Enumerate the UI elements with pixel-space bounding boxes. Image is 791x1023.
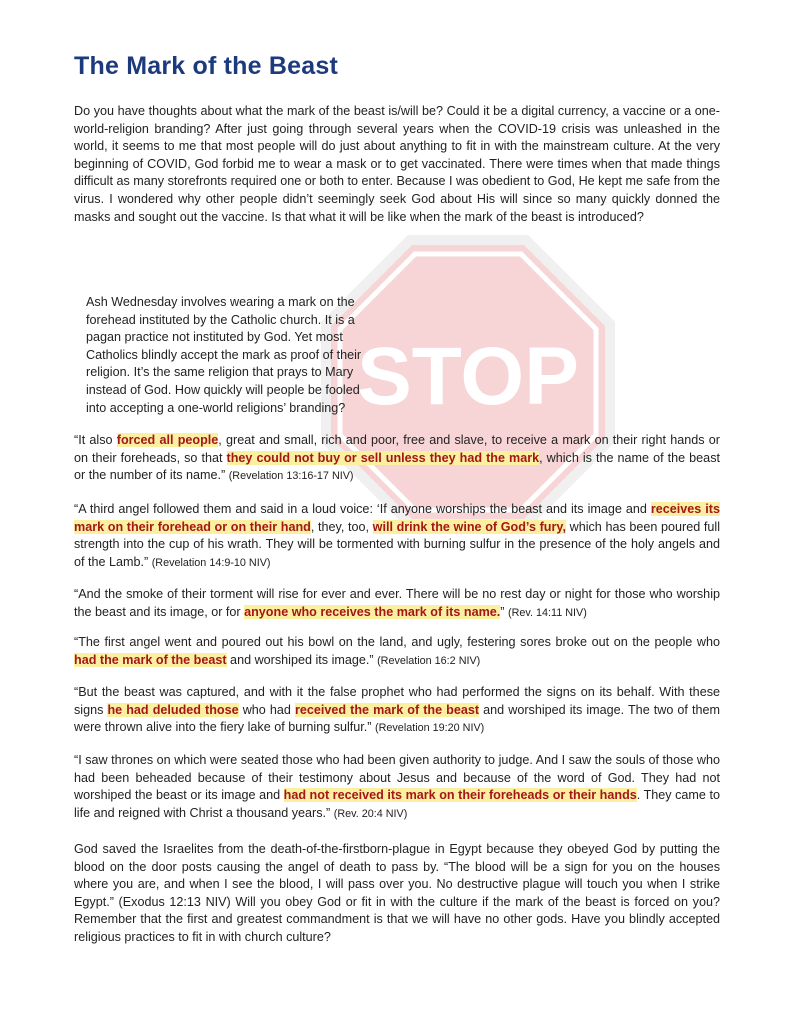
scripture-citation: (Rev. 14:11 NIV) [507,606,587,619]
intro-paragraph: Do you have thoughts about what the mark of the beast is/will be? Could it be a digital currency, a vaccine or a one-world-religion branding? After just going through several years when the COVID-19 crisis was unleashed in the world, it seems to me that most people will do just about anything to fit in with the mainstream culture. At the very beginning of COVID, God forbid me to wear a mask or to get vaccinated. There were times when that made things difficult as many storefronts required one or both to enter. Because I was obedient to God, He kept me safe from the virus. I wondered why other people didn’t seemingly seek God about His will since so many quickly donned the masks and sought out the vaccine. Is that what it will be like when the mark of the beast is introduced? [74,104,720,224]
highlight: they could not buy or sell unless they had the mark [226,450,540,465]
quote-revelation-16: “The first angel went and poured out his bowl on the land, and ugly, festering sores broke out on the people who had the mark of the beast and worshiped its image.” (Revelation 16:2 NIV) [74,635,720,667]
highlight: had the mark of the beast [74,652,227,667]
quote-revelation-13: “It also forced all people, great and small, rich and poor, free and slave, to receive a mark on their right hands or on their foreheads, so that they could not buy or sell unless they had the mark, which is the name of the beast or the number of its name.” (Revelation 13:16-17 NIV) [74,433,720,483]
highlight: anyone who receives the mark of its name. [244,604,501,619]
stop-sign-text: STOP [357,331,579,422]
quote-revelation-14-11: “And the smoke of their torment will rise for ever and ever. There will be no rest day or night for those who worship the beast and its image, or for anyone who receives the mark of its name.” (Rev. 14:11 NIV) [74,587,720,619]
quote-revelation-14-9: “A third angel followed them and said in a loud voice: ‘If anyone worships the beast and its image and receives its mark on their forehead or on their hand, they, too, will drink the wine of God’s fury, which has been poured full strength into the cup of his wrath. They will be tormented with burning sulfur in the presence of the holy angels and of the Lamb.” (Revelation 14:9-10 NIV) [74,502,721,569]
highlight: receives its mark on their forehead or on their hand [74,502,720,534]
scripture-citation: (Revelation 13:16-17 NIV) [228,470,354,483]
scripture-citation: (Rev. 20:4 NIV) [333,807,408,820]
highlight: forced all people [116,433,219,447]
page-title: The Mark of the Beast [74,52,338,80]
quote-revelation-19: “But the beast was captured, and with it the false prophet who had performed the signs on its behalf. With these signs he had deluded those who had received the mark of the beast and worshiped its image. The two of them were thrown alive into the fiery lake of burning sulfur.” (Revelation 19:20 NIV) [74,685,720,735]
quote-revelation-20: “I saw thrones on which were seated those who had been given authority to judge. And I saw the souls of those who had been beheaded because of their testimony about Jesus and because of the word of God. They had not worshiped the beast or its image and had not received its mark on their foreheads or their hands. They came to life and reigned with Christ a thousand years.” (Rev. 20:4 NIV) [74,753,720,820]
scripture-citation: (Revelation 19:20 NIV) [375,722,485,735]
ash-wednesday-callout: Ash Wednesday involves wearing a mark on the forehead instituted by the Catholic church. It is a pagan practice not instituted by God. Yet most Catholics blindly accept the mark as proof of their religion. It’s the same religion that prays to Mary instead of God. How quickly will people be fooled into accepting a one-world religions’ branding? [86,295,362,415]
scripture-citation: (Revelation 14:9-10 NIV) [151,556,271,569]
highlight: received the mark of the beast [294,702,480,717]
highlight: will drink the wine of God’s fury, [372,519,566,534]
scripture-citation: (Revelation 16:2 NIV) [377,654,481,667]
highlight: he had deluded those [107,702,239,717]
highlight: had not received its mark on their foreheads or their hands [283,788,637,803]
conclusion-paragraph: God saved the Israelites from the death-of-the-firstborn-plague in Egypt because they obeyed God by putting the blood on the door posts causing the angel of death to pass by. “The blood will be a sign for you on the houses where you are, and when I see the blood, I will pass over you. No destructive plague will touch you when I strike Egypt.” (Exodus 12:13 NIV) Will you obey God or fit in with the culture if the mark of the beast is forced on you? Remember that the first and greatest commandment is that we will have no other gods. Have you blindly accepted religious practices to fit in with church culture? [74,842,720,944]
